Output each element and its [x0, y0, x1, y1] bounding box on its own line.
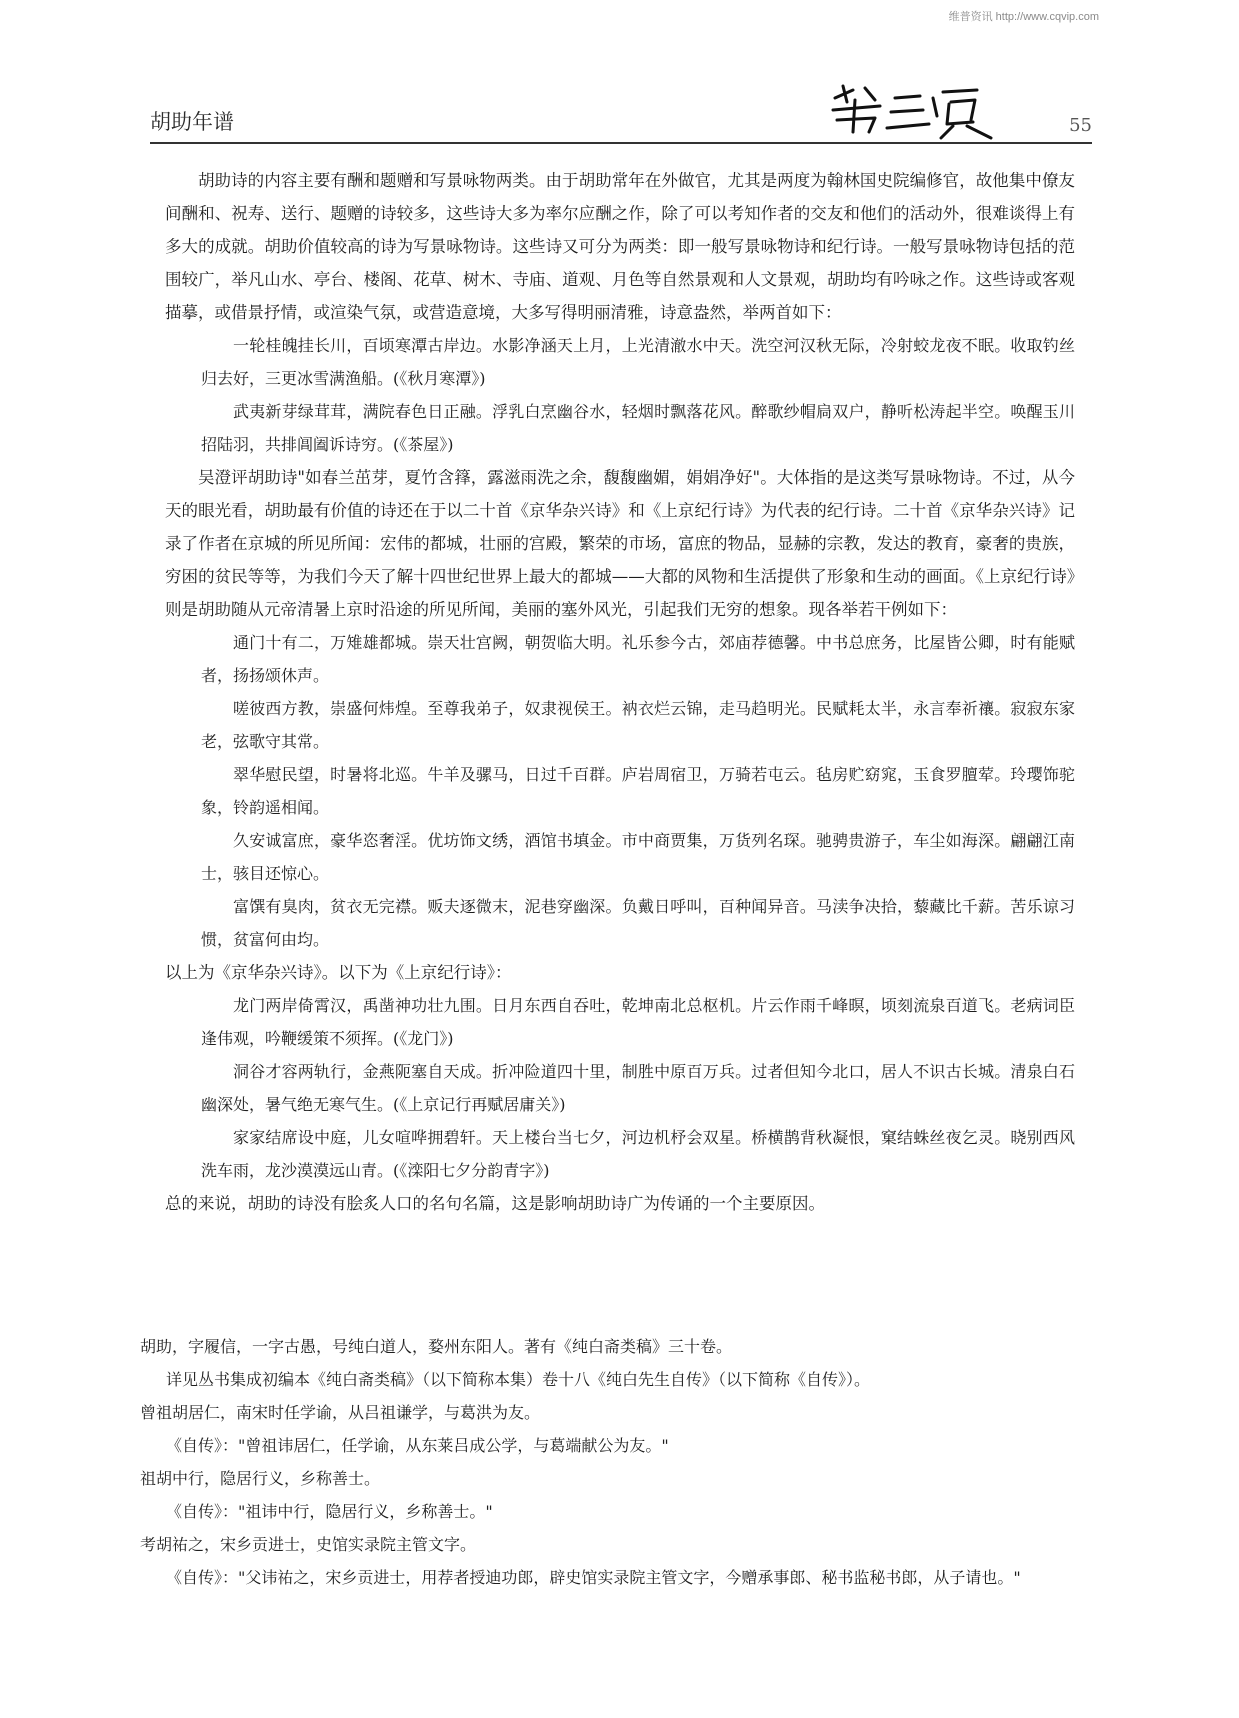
footnote: 胡助，字履信，一字古愚，号纯白道人，婺州东阳人。著有《纯白斋类稿》三十卷。 [140, 1337, 733, 1356]
quoted-poem: 翠华慰民望，时暑将北巡。牛羊及骡马，日过千百群。庐岩周宿卫，万骑若屯云。毡房贮窈窕，玉食罗膻荤。玲璎饰驼象，铃韵遥相闻。 [201, 765, 1075, 817]
quoted-poem: 富馔有臭肉，贫衣无完襟。贩夫逐微末，泥巷穿幽深。负戴日呼叫，百种闻异音。马渎争决拾，藜藏比千薪。苦乐谅习惯，贫富何由均。 [201, 897, 1075, 949]
quoted-poem: 久安诚富庶，豪华恣奢淫。优坊饰文绣，酒馆书填金。市中商贾集，万货列名琛。驰骋贵游子，车尘如海深。翩翩江南士，骇目还惊心。 [201, 831, 1075, 883]
quoted-poem: 武夷新芽绿茸茸，满院春色日正融。浮乳白烹幽谷水，轻烟时飘落花风。醉歌纱帽扃双户，静听松涛起半空。唤醒玉川招陆羽，共排阊阖诉诗穷。(《茶屋》) [201, 402, 1075, 454]
handwritten-note [825, 80, 1005, 140]
footnote-source: 《自传》："父讳祐之，宋乡贡进士，用荐者授迪功郎，辟史馆实录院主管文字，今赠承事郎、秘书监秘书郎，从子请也。" [166, 1568, 1021, 1587]
paragraph: 胡助诗的内容主要有酬和题赠和写景咏物两类。由于胡助常年在外做官，尤其是两度为翰林国史院编修官，故他集中僚友间酬和、祝寿、送行、题赠的诗较多，这些诗大多为率尔应酬之作，除了可以考知作者的交友和他们的活动外，很难谈得上有多大的成就。胡助价值较高的诗为写景咏物诗。这些诗又可分为两类：即一般写景咏物诗和纪行诗。一般写景咏物诗包括的范围较广，举凡山水、亭台、楼阁、花草、树木、寺庙、道观、月色等自然景观和人文景观，胡助均有吟咏之作。这些诗或客观描摹，或借景抒情，或渲染气氛，或营造意境，大多写得明丽清雅，诗意盎然，举两首如下： [165, 171, 1075, 322]
paragraph: 吴澄评胡助诗"如春兰茁芽，夏竹含箨，露滋雨洗之余，馥馥幽媚，娟娟净好"。大体指的是这类写景咏物诗。不过，从今天的眼光看，胡助最有价值的诗还在于以二十首《京华杂兴诗》和《上京纪行诗》为代表的纪行诗。二十首《京华杂兴诗》记录了作者在京城的所见所闻：宏伟的都城，壮丽的宫殿，繁荣的市场，富庶的物品，显赫的宗教，发达的教育，豪奢的贵族，穷困的贫民等等，为我们今天了解十四世纪世界上最大的都城——大都的风物和生活提供了形象和生动的画面。《上京纪行诗》则是胡助随从元帝清暑上京时沿途的所见所闻，美丽的塞外风光，引起我们无穷的想象。现各举若干例如下： [165, 468, 1075, 619]
quoted-poem: 通门十有二，万雉雄都城。崇天壮宫阙，朝贺临大明。礼乐参今古，郊庙荐德馨。中书总庶务，比屋皆公卿，时有能赋者，扬扬颂休声。 [201, 633, 1075, 685]
conclusion: 总的来说，胡助的诗没有脍炙人口的名句名篇，这是影响胡助诗广为传诵的一个主要原因。 [165, 1194, 825, 1213]
page-number: 55 [1069, 115, 1092, 136]
footnote: 曾祖胡居仁，南宋时任学谕，从吕祖谦学，与葛洪为友。 [140, 1403, 541, 1422]
watermark: 维普资讯 http://www.cqvip.com [948, 11, 1099, 23]
footnote: 考胡祐之，宋乡贡进士，史馆实录院主管文字。 [140, 1535, 477, 1554]
footnote: 祖胡中行，隐居行义，乡称善士。 [140, 1469, 381, 1488]
transition-line: 以上为《京华杂兴诗》。以下为《上京纪行诗》： [165, 963, 512, 982]
quoted-poem: 家家结席设中庭，儿女喧哗拥碧轩。天上楼台当七夕，河边机杼会双星。桥横鹊背秋凝恨，窠结蛛丝夜乞灵。晓别西风洗车雨，龙沙漠漠远山青。(《滦阳七夕分韵青字》) [201, 1128, 1075, 1180]
quoted-poem: 一轮桂魄挂长川，百顷寒潭古岸边。水影净涵天上月，上光清澈水中天。洗空河汉秋无际，冷射蛟龙夜不眠。收取钓丝归去好，三更冰雪满渔船。(《秋月寒潭》) [201, 336, 1075, 388]
footnotes [140, 1330, 1075, 1594]
footnote-source: 《自传》："祖讳中行，隐居行义，乡称善士。" [166, 1502, 493, 1521]
quoted-poem: 嗟彼西方教，崇盛何炜煌。至尊我弟子，奴隶视侯王。衲衣烂云锦，走马趋明光。民赋耗太半，永言奉祈禳。寂寂东家老，弦歌守其常。 [201, 699, 1075, 751]
footnote-source: 《自传》："曾祖讳居仁，任学谕，从东莱吕成公学，与葛端献公为友。" [166, 1436, 669, 1455]
footnote-source: 详见丛书集成初编本《纯白斋类稿》（以下简称本集）卷十八《纯白先生自传》（以下简称《自传》）。 [166, 1370, 871, 1389]
quoted-poem: 洞谷才容两轨行，金燕阨塞自天成。折冲险道四十里，制胜中原百万兵。过者但知今北口，居人不识古长城。清泉白石幽深处，暑气绝无寒气生。(《上京记行再赋居庸关》) [201, 1062, 1075, 1114]
main-text [165, 164, 1075, 1220]
page-header [150, 108, 1092, 144]
running-title: 胡助年谱 [150, 110, 234, 134]
quoted-poem: 龙门两岸倚霄汉，禹凿神功壮九围。日月东西自吞吐，乾坤南北总枢机。片云作雨千峰暝，顷刻流泉百道飞。老病词臣逢伟观，吟鞭缓策不须挥。(《龙门》) [201, 996, 1075, 1048]
